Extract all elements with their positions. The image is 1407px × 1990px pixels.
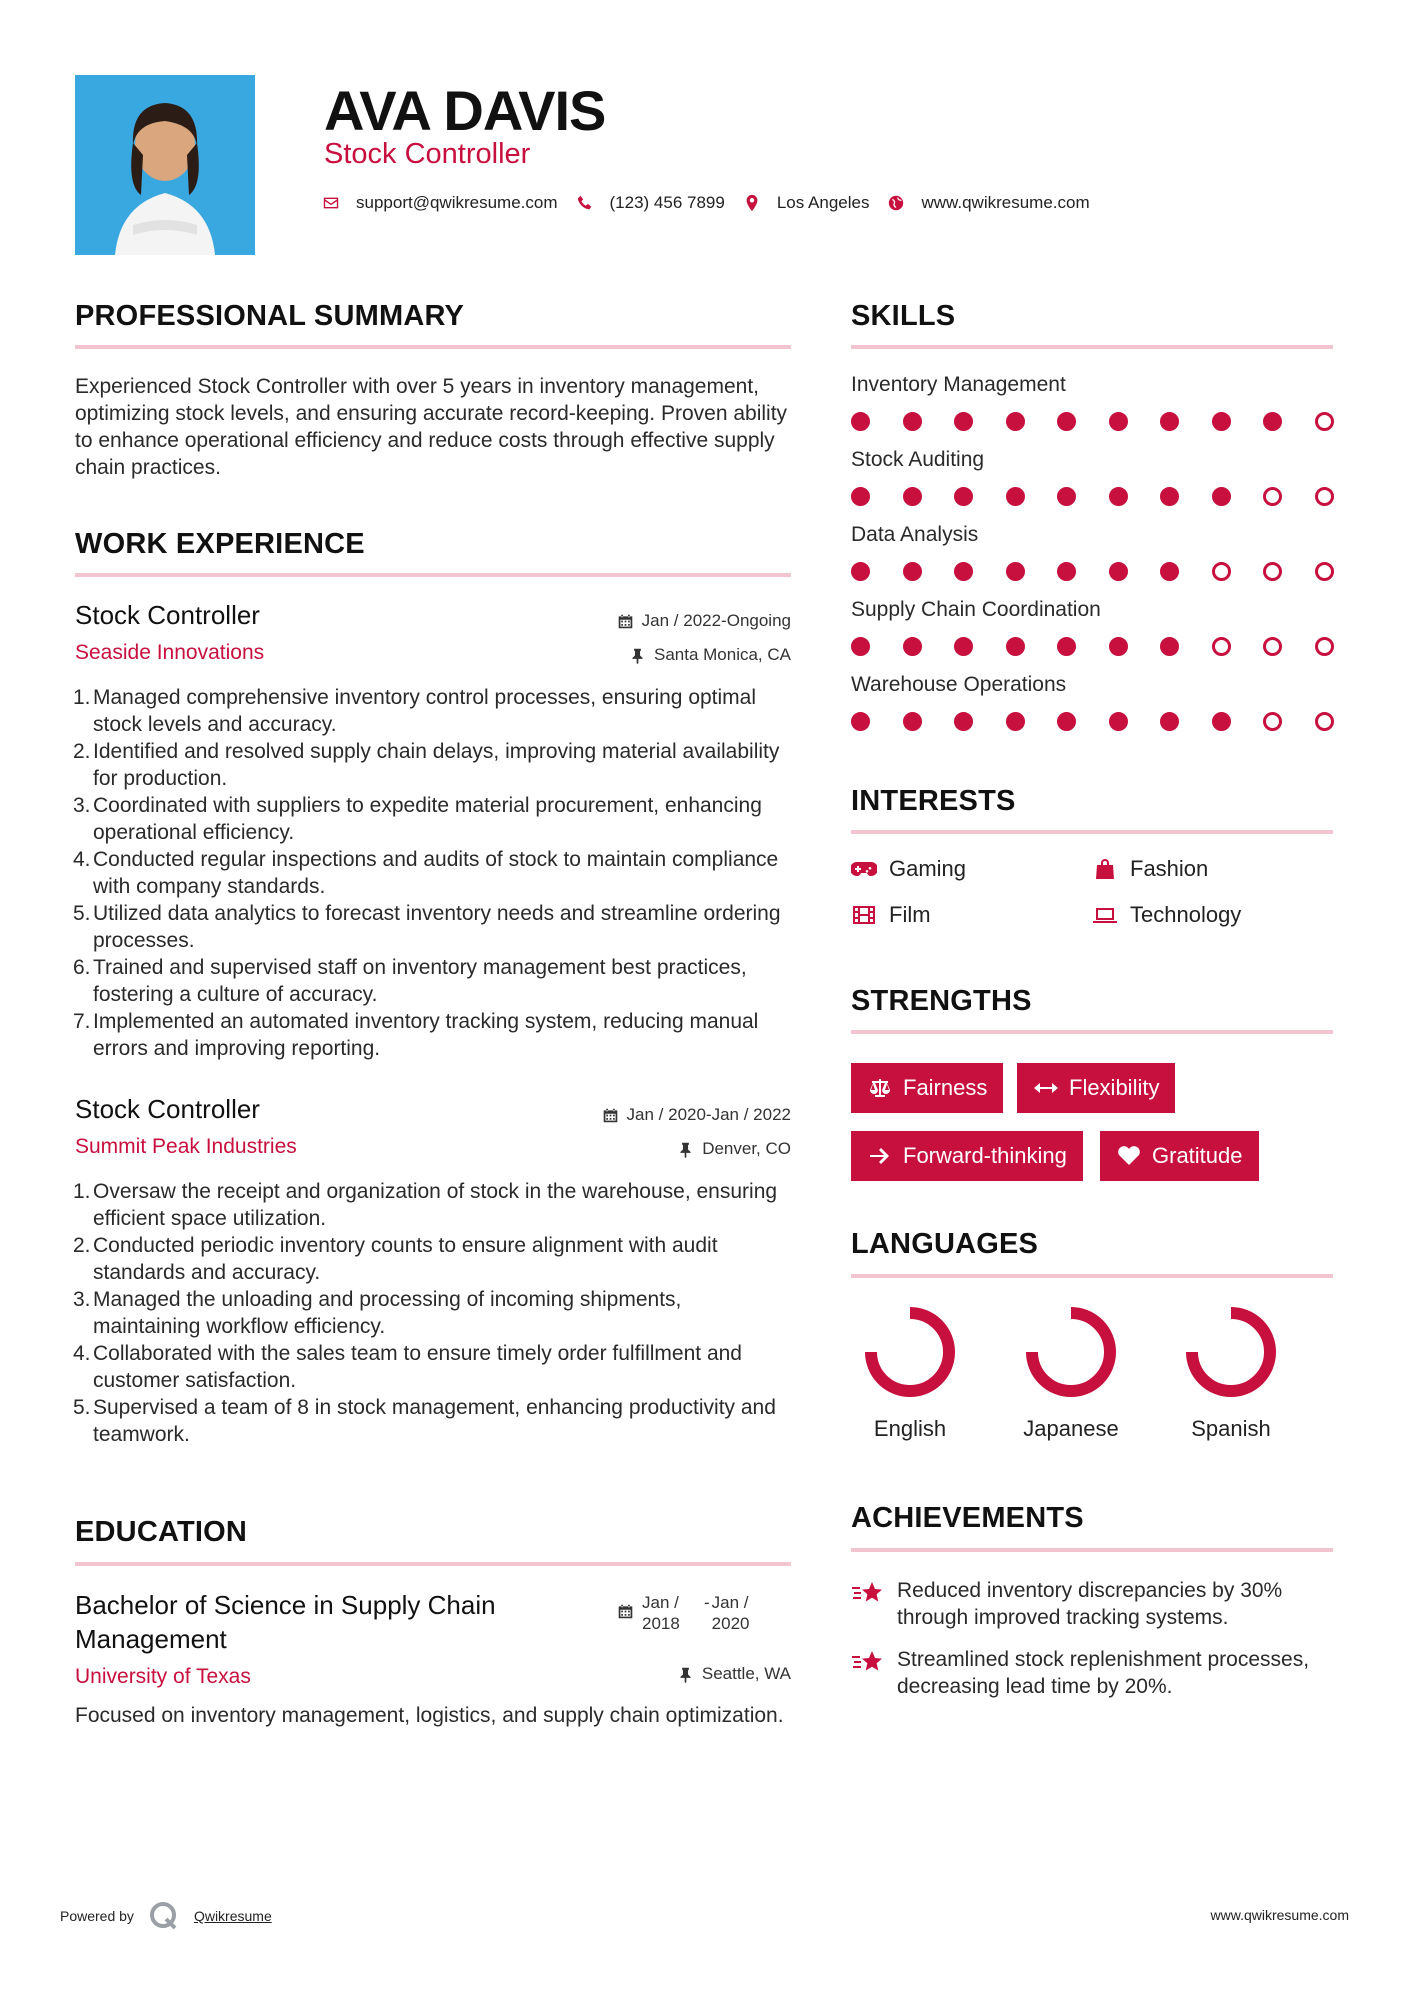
education-heading: EDUCATION [75, 1516, 248, 1548]
summary-heading: PROFESSIONAL SUMMARY [75, 300, 465, 332]
work-heading: WORK EXPERIENCE [75, 528, 365, 560]
skill-dot-filled [1006, 712, 1025, 731]
contact-bar [322, 193, 1108, 213]
education-date [617, 1592, 764, 1634]
duty-item: 3. Coordinated with suppliers to expedite material procurement, enhancing operational efficiency. [73, 794, 762, 844]
skill-dot-filled [851, 487, 870, 506]
skill-dot-filled [1160, 487, 1179, 506]
education-description: Focused on inventory management, logistics, and supply chain optimization. [75, 1704, 784, 1727]
language-label: Japanese [1023, 1416, 1119, 1441]
pushpin-icon [677, 1141, 694, 1158]
interests-heading: INTERESTS [851, 785, 1016, 817]
calendar-icon [617, 1603, 634, 1620]
strength-gratitude [1100, 1131, 1259, 1181]
job-2-location-text: Denver, CO [702, 1139, 791, 1158]
contact-location [743, 193, 870, 213]
strength-label: Fairness [903, 1075, 988, 1100]
skill-dot-empty [1315, 487, 1334, 506]
skill-dot-filled [1057, 712, 1076, 731]
education-date-start: Jan / 2018 [642, 1593, 680, 1633]
interests-rule [851, 830, 1333, 834]
skill-dot-filled [903, 412, 922, 431]
skill-dot-filled [1212, 712, 1231, 731]
candidate-name: AVA DAVIS [324, 79, 606, 142]
skill-dot-filled [954, 712, 973, 731]
interest-label: Film [889, 902, 931, 927]
strength-label: Flexibility [1069, 1075, 1160, 1100]
skill-dot-filled [1057, 412, 1076, 431]
skill-dot-empty [1315, 712, 1334, 731]
duty-item: 1. Managed comprehensive inventory control processes, ensuring optimal stock levels and accuracy. [73, 686, 757, 736]
interest-gaming [851, 856, 966, 882]
shooting-star-icon [851, 1648, 885, 1676]
strengths-heading: STRENGTHS [851, 985, 1032, 1017]
skill-rating-3 [851, 562, 1366, 581]
achievement-item [851, 1577, 1331, 1631]
interest-fashion [1092, 856, 1208, 882]
skill-dot-filled [1057, 487, 1076, 506]
map-marker-icon [743, 194, 761, 212]
skill-rating-4 [851, 637, 1366, 656]
education-location [677, 1664, 791, 1684]
strength-flexibility [1017, 1063, 1175, 1113]
skill-dot-filled [954, 487, 973, 506]
contact-email[interactable] [322, 193, 558, 213]
achievements-heading: ACHIEVEMENTS [851, 1502, 1084, 1534]
job-2-date [602, 1105, 791, 1125]
language-ring [864, 1306, 956, 1398]
contact-location-text: Los Angeles [776, 193, 870, 212]
strength-label: Gratitude [1152, 1143, 1243, 1168]
skill-dot-filled [954, 562, 973, 581]
skill-dot-filled [1109, 712, 1128, 731]
duty-item: 4. Collaborated with the sales team to ensure timely order fulfillment and customer satisfaction. [73, 1342, 742, 1392]
skill-name-5: Warehouse Operations [851, 673, 1067, 696]
job-1-date [617, 611, 791, 631]
contact-website-text: www.qwikresume.com [921, 193, 1090, 212]
footer-url[interactable]: www.qwikresume.com [1210, 1907, 1349, 1923]
language-ring [1025, 1306, 1117, 1398]
language-japanese [1011, 1306, 1131, 1442]
skill-dot-filled [1109, 562, 1128, 581]
strengths-rule [851, 1030, 1333, 1034]
duty-item: 2. Identified and resolved supply chain delays, improving material availability for production. [73, 740, 780, 790]
duty-item: 4. Conducted regular inspections and audits of stock to maintain compliance with company standards. [73, 848, 779, 898]
skill-dot-filled [954, 412, 973, 431]
skill-dot-filled [1006, 412, 1025, 431]
duty-item: 1. Oversaw the receipt and organization of stock in the warehouse, ensuring efficient space utilization. [73, 1180, 778, 1230]
skill-dot-filled [903, 637, 922, 656]
duty-item: 7. Implemented an automated inventory tracking system, reducing manual errors and improving reporting. [73, 1010, 759, 1060]
skill-dot-filled [1109, 412, 1128, 431]
heart-icon [1116, 1145, 1142, 1167]
shopping-bag-icon [1092, 858, 1118, 880]
skill-rating-5 [851, 712, 1366, 731]
duty-item: 6. Trained and supervised staff on inventory management best practices, fostering a culture of accuracy. [73, 956, 747, 1006]
skill-rating-1 [851, 412, 1366, 431]
skill-dot-filled [1160, 412, 1179, 431]
duty-item: 2. Conducted periodic inventory counts to ensure alignment with audit standards and accuracy. [73, 1234, 718, 1284]
skill-dot-filled [1160, 712, 1179, 731]
arrow-right-icon [867, 1145, 893, 1167]
education-degree: Bachelor of Science in Supply Chain Management [75, 1590, 496, 1654]
education-date-end: Jan / 2020 [711, 1593, 750, 1633]
skill-name-2: Stock Auditing [851, 448, 985, 471]
skills-rule [851, 345, 1333, 349]
profile-photo [75, 75, 255, 255]
skill-dot-empty [1212, 562, 1231, 581]
achievement-text: Streamlined stock replenishment processes, decreasing lead time by 20%. [897, 1648, 1310, 1698]
skill-dot-filled [954, 637, 973, 656]
contact-phone-text: (123) 456 7899 [609, 193, 725, 212]
achievement-text: Reduced inventory discrepancies by 30% through improved tracking systems. [897, 1579, 1283, 1629]
envelope-icon [322, 194, 340, 212]
qwikresume-link[interactable]: Qwikresume [193, 1908, 272, 1924]
skill-dot-empty [1263, 712, 1282, 731]
strength-forward-thinking [851, 1131, 1083, 1181]
skill-dot-filled [1109, 487, 1128, 506]
skill-dot-filled [1160, 637, 1179, 656]
skill-dot-filled [903, 562, 922, 581]
skill-dot-filled [1109, 637, 1128, 656]
skill-dot-filled [851, 712, 870, 731]
skill-dot-empty [1263, 562, 1282, 581]
shooting-star-icon [851, 1579, 885, 1607]
contact-email-text: support@qwikresume.com [356, 193, 558, 212]
skill-dot-empty [1315, 562, 1334, 581]
skill-dot-filled [1006, 562, 1025, 581]
skill-name-3: Data Analysis [851, 523, 979, 546]
job-2-duties [75, 1178, 793, 1448]
skill-dot-filled [851, 412, 870, 431]
pushpin-icon [677, 1666, 694, 1683]
strength-label: Forward-thinking [903, 1143, 1067, 1168]
skill-dot-filled [1263, 412, 1282, 431]
skill-name-1: Inventory Management [851, 373, 1066, 396]
language-english [850, 1306, 970, 1442]
candidate-role: Stock Controller [324, 138, 531, 170]
skill-dot-filled [1006, 487, 1025, 506]
skill-dot-empty [1315, 637, 1334, 656]
languages-heading: LANGUAGES [851, 1228, 1039, 1260]
arrows-horizontal-icon [1033, 1077, 1059, 1099]
gamepad-icon [851, 858, 877, 880]
pushpin-icon [629, 647, 646, 664]
skill-dot-filled [1160, 562, 1179, 581]
education-rule [75, 1562, 791, 1566]
skill-dot-filled [1057, 562, 1076, 581]
duty-item: 5. Supervised a team of 8 in stock management, enhancing productivity and teamwork. [73, 1396, 776, 1446]
skill-dot-filled [1212, 487, 1231, 506]
laptop-icon [1092, 904, 1118, 926]
skill-dot-empty [1263, 487, 1282, 506]
achievements-rule [851, 1548, 1333, 1552]
job-2-date-text: Jan / 2020-Jan / 2022 [626, 1105, 791, 1124]
skill-name-4: Supply Chain Coordination [851, 598, 1101, 621]
qwikresume-logo-icon [148, 1900, 180, 1932]
achievement-item [851, 1646, 1331, 1700]
contact-website[interactable] [887, 193, 1089, 213]
interest-label: Fashion [1130, 856, 1209, 881]
balance-scale-icon [867, 1077, 893, 1099]
contact-phone[interactable] [576, 193, 725, 213]
skill-dot-filled [903, 487, 922, 506]
phone-icon [576, 194, 594, 212]
work-rule [75, 573, 791, 577]
job-2-location [677, 1139, 791, 1159]
skill-rating-2 [851, 487, 1366, 506]
skill-dot-filled [903, 712, 922, 731]
skill-dot-filled [851, 562, 870, 581]
skill-dot-filled [1057, 637, 1076, 656]
summary-text: Experienced Stock Controller with over 5 years in inventory management, optimizing stock levels, and ensuring accurate record-keeping. Proven ability to enhance operational efficiency and reduce costs through effective supply chain practices. [75, 375, 788, 479]
interest-label: Gaming [889, 856, 967, 881]
skills-heading: SKILLS [851, 300, 956, 332]
job-2-title: Stock Controller [75, 1094, 260, 1124]
job-1-date-text: Jan / 2022-Ongoing [641, 611, 791, 630]
education-location-text: Seattle, WA [701, 1664, 791, 1683]
skill-dot-filled [1006, 637, 1025, 656]
job-1-duties [75, 684, 793, 1062]
language-ring [1185, 1306, 1277, 1398]
languages-rule [851, 1274, 1333, 1278]
education-date-sep: - [704, 1593, 710, 1612]
duty-item: 5. Utilized data analytics to forecast inventory needs and streamline ordering processes. [73, 902, 781, 952]
skill-dot-empty [1212, 637, 1231, 656]
footer-powered-by [60, 1900, 272, 1932]
job-1-company: Seaside Innovations [75, 641, 265, 664]
job-2-company: Summit Peak Industries [75, 1135, 297, 1158]
powered-by-label: Powered by [60, 1908, 134, 1924]
skill-dot-empty [1315, 412, 1334, 431]
strength-fairness [851, 1063, 1003, 1113]
skill-dot-empty [1263, 637, 1282, 656]
language-label: English [873, 1416, 947, 1441]
job-1-title: Stock Controller [75, 600, 260, 630]
language-spanish [1171, 1306, 1291, 1442]
duty-item: 3. Managed the unloading and processing of incoming shipments, maintaining workflow efficiency. [73, 1288, 682, 1338]
skill-dot-filled [851, 637, 870, 656]
interest-technology [1092, 902, 1241, 928]
education-school: University of Texas [75, 1665, 251, 1688]
job-1-location-text: Santa Monica, CA [653, 645, 791, 664]
calendar-icon [602, 1107, 619, 1124]
film-icon [851, 904, 877, 926]
skill-dot-filled [1212, 412, 1231, 431]
interest-label: Technology [1130, 902, 1242, 927]
language-label: Spanish [1191, 1416, 1271, 1441]
calendar-icon [617, 613, 634, 630]
summary-rule [75, 345, 791, 349]
job-1-location [629, 645, 791, 665]
globe-icon [887, 194, 905, 212]
interest-film [851, 902, 931, 928]
